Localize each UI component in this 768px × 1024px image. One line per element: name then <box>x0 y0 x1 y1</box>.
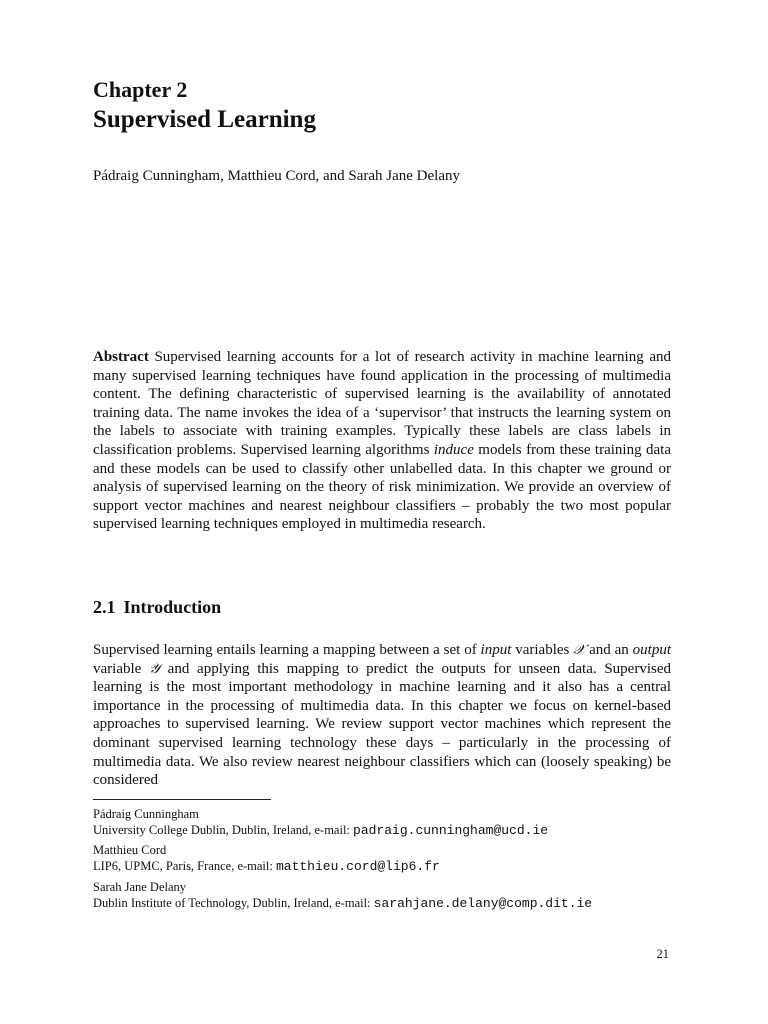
page-number: 21 <box>656 947 669 961</box>
input-variable-symbol: 𝒳 <box>573 642 586 658</box>
intro-paragraph <box>93 641 671 790</box>
footnote-email: sarahjane.delany@comp.dit.ie <box>373 896 593 911</box>
footnote-email: matthieu.cord@lip6.fr <box>275 859 440 874</box>
abstract-label: Abstract <box>93 349 149 365</box>
footnote-email: padraig.cunningham@ucd.ie <box>353 823 549 838</box>
footnote-affiliation <box>93 858 693 875</box>
abstract-paragraph <box>93 348 671 534</box>
section-number: 2.1 <box>93 597 116 617</box>
chapter-number: Chapter 2 <box>93 77 188 102</box>
abstract-text-part1: Supervised learning accounts for a lot of research activity in machine learning and many supervised learning techniques have found application in the processing of multimedia content. The defining characteristic of supervised learning is the availability of annotated training data. The name invokes the idea of a ‘supervisor’ that instructs the learning system on the labels to associate with training examples. Typically these labels are class labels in classification problems. Supervised learning algorithms <box>93 349 671 458</box>
footnote-affiliation-text: LIP6, UPMC, Paris, France, e-mail: <box>93 859 276 873</box>
intro-text-4: variable <box>93 660 149 677</box>
abstract-text-part2: models from these training data and these models can be used to classify other unlabelled data. In this chapter we ground or analysis of supervised learning on the theory of risk minimization. We provide an overview of support vector machines and nearest neighbour classifiers – probably the two most popular supervised learning techniques employed in multimedia research. <box>93 441 671 533</box>
footnote-divider <box>93 799 271 800</box>
footnote-author-name: Sarah Jane Delany <box>93 880 187 894</box>
footnote-author-name: Pádraig Cunningham <box>93 807 199 821</box>
footnote-affiliation <box>93 822 693 839</box>
footnote-author-name: Matthieu Cord <box>93 843 167 857</box>
footnote-author-3 <box>93 879 693 912</box>
footnote-affiliation <box>93 895 693 912</box>
footnote-author-1 <box>93 806 693 839</box>
intro-text-3: and an <box>585 642 633 658</box>
intro-emphasis-output: output <box>632 642 671 658</box>
footnote-author-2 <box>93 842 693 875</box>
section-title: Introduction <box>123 597 222 617</box>
footnote-affiliation-text: Dublin Institute of Technology, Dublin, Ireland, e-mail: <box>93 896 374 910</box>
output-variable-symbol: 𝒴 <box>149 660 160 677</box>
author-list: Pádraig Cunningham, Matthieu Cord, and Sarah Jane Delany <box>93 168 461 184</box>
footnote-affiliation-text: University College Dublin, Dublin, Ireland, e-mail: <box>93 823 354 837</box>
intro-text-5: and applying this mapping to predict the outputs for unseen data. Supervised learning is the most important methodology in machine learning and it also has a central importance in the processing of multimedia data. In this chapter we focus on kernel-based approaches to supervised learning. We review support vector machines which represent the dominant supervised learning technology these days – particularly in the processing of multimedia data. We also review nearest neighbour classifiers which can (loosely speaking) be considered <box>93 660 671 789</box>
intro-text-1: Supervised learning entails learning a mapping between a set of <box>93 642 481 658</box>
chapter-title: Supervised Learning <box>93 106 316 133</box>
intro-emphasis-input: input <box>480 642 512 658</box>
section-heading <box>93 596 221 618</box>
intro-text-2: variables <box>511 642 574 658</box>
abstract-emphasis: induce <box>433 441 474 458</box>
